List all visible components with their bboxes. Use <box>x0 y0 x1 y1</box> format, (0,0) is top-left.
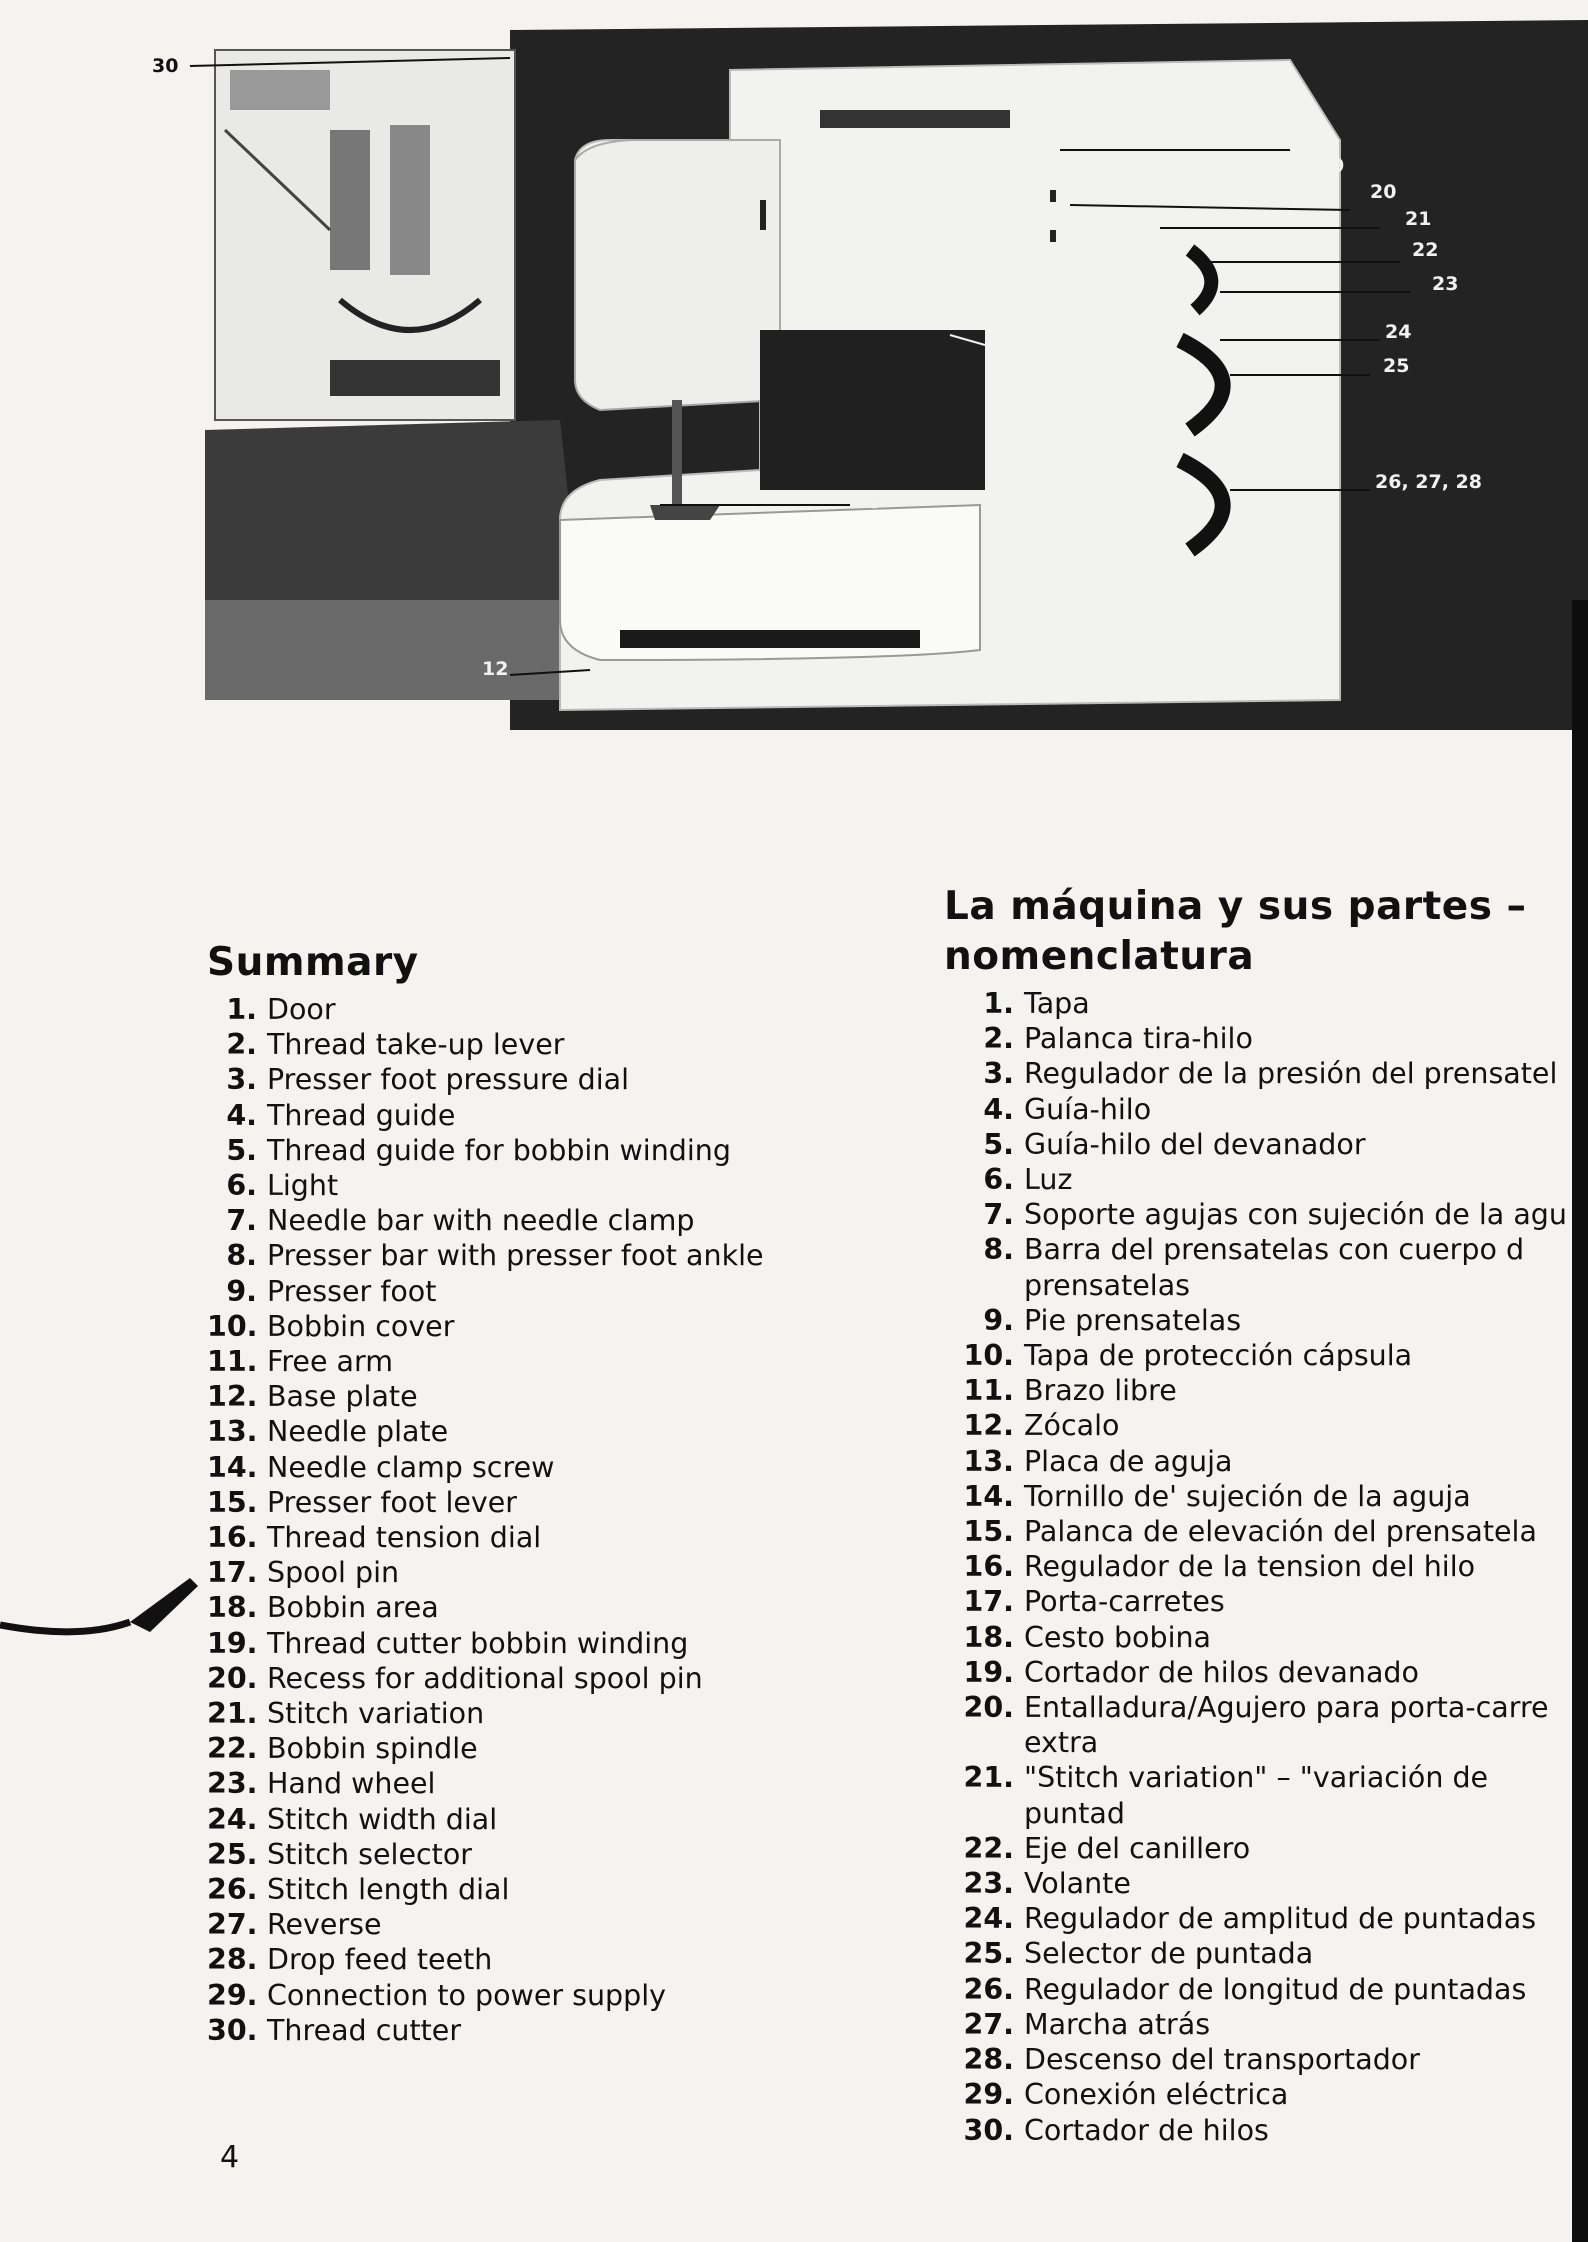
sewing-machine-illustration <box>0 0 1588 760</box>
item-label: Volante <box>1024 1867 1131 1901</box>
list-item <box>944 1127 1588 1162</box>
item-number: 1. <box>983 987 1014 1020</box>
item-number: 10. <box>207 1309 258 1343</box>
item-label: Reverse <box>267 1908 382 1942</box>
list-item <box>207 1907 847 1942</box>
summary-list <box>207 992 847 2048</box>
page-number: 4 <box>220 2140 240 2175</box>
list-item <box>207 1731 847 1766</box>
item-label: Connection to power supply <box>267 1978 667 2012</box>
item-label: Hand wheel <box>267 1767 436 1801</box>
item-label: Presser foot <box>267 1274 437 1308</box>
item-number: 26. <box>963 1972 1014 2006</box>
list-item <box>207 1344 847 1379</box>
item-label: Spool pin <box>267 1556 400 1590</box>
item-number: 15. <box>963 1515 1014 1549</box>
item-number: 17. <box>963 1585 1014 1619</box>
item-number: 21. <box>207 1697 258 1731</box>
item-number: 2. <box>983 1022 1014 1056</box>
item-number: 1. <box>226 993 257 1026</box>
item-label: Entalladura/Agujero para porta-carre extra <box>1024 1691 1549 1760</box>
list-item <box>944 1444 1588 1479</box>
arm-opening <box>760 330 985 490</box>
summary-title: Summary <box>207 940 419 985</box>
item-label: Tapa <box>1024 987 1090 1020</box>
item-label: Palanca tira-hilo <box>1024 1022 1253 1056</box>
item-label: Thread guide <box>267 1098 456 1132</box>
item-number: 8. <box>226 1239 257 1273</box>
item-label: Regulador de amplitud de puntadas <box>1024 1902 1537 1936</box>
nomenclatura-title-line1: La máquina y sus partes – <box>944 884 1527 929</box>
item-number: 14. <box>207 1450 258 1484</box>
item-label: Soporte agujas con sujeción de la agu <box>1024 1198 1567 1232</box>
list-item <box>944 2077 1588 2112</box>
list-item <box>207 1450 847 1485</box>
callout-21: 21 <box>1405 208 1432 230</box>
item-label: Recess for additional spool pin <box>267 1661 703 1695</box>
item-number: 7. <box>226 1204 257 1238</box>
callout-30: 30 <box>152 55 179 77</box>
item-label: Presser foot pressure dial <box>267 1063 630 1097</box>
callout-26-27-28: 26, 27, 28 <box>1375 471 1482 493</box>
item-number: 20. <box>207 1661 258 1695</box>
item-label: Palanca de elevación del prensatela <box>1024 1515 1537 1549</box>
list-item <box>944 1972 1588 2007</box>
item-label: Tapa de protección cápsula <box>1024 1339 1413 1373</box>
list-item <box>207 1414 847 1449</box>
list-item <box>944 1479 1588 1514</box>
item-label: Stitch width dial <box>267 1802 498 1836</box>
list-item <box>944 2113 1588 2148</box>
list-item <box>207 1661 847 1696</box>
item-number: 9. <box>226 1274 257 1308</box>
list-item <box>207 1062 847 1097</box>
item-number: 17. <box>207 1556 258 1590</box>
list-item <box>944 1549 1588 1584</box>
item-label: Cortador de hilos <box>1024 2113 1269 2147</box>
list-item <box>207 1485 847 1520</box>
item-number: 12. <box>963 1409 1014 1443</box>
item-label: Bobbin cover <box>267 1309 455 1343</box>
list-item <box>944 1021 1588 1056</box>
list-item <box>207 1168 847 1203</box>
callout-23: 23 <box>1432 273 1459 295</box>
item-label: Thread cutter bobbin winding <box>267 1626 689 1660</box>
list-item <box>207 1837 847 1872</box>
item-label: Barra del prensatelas con cuerpo d prensatelas <box>1024 1233 1525 1302</box>
item-label: Placa de aguja <box>1024 1444 1233 1478</box>
item-label: Bobbin spindle <box>267 1732 478 1766</box>
list-item <box>207 1520 847 1555</box>
item-number: 3. <box>983 1057 1014 1091</box>
item-number: 9. <box>983 1303 1014 1337</box>
item-number: 16. <box>963 1550 1014 1584</box>
item-number: 12. <box>207 1380 258 1414</box>
item-number: 5. <box>983 1127 1014 1161</box>
item-number: 28. <box>963 2043 1014 2077</box>
item-label: Marcha atrás <box>1024 2007 1211 2041</box>
item-number: 4. <box>983 1092 1014 1126</box>
item-label: Thread guide for bobbin winding <box>267 1133 731 1167</box>
item-number: 13. <box>207 1415 258 1449</box>
item-label: Presser foot lever <box>267 1485 518 1519</box>
item-label: Needle bar with needle clamp <box>267 1204 695 1238</box>
callout-25: 25 <box>1383 355 1410 377</box>
item-label: Regulador de longitud de puntadas <box>1024 1972 1527 2006</box>
item-label: Pie prensatelas <box>1024 1303 1242 1337</box>
callout-22: 22 <box>1412 239 1439 261</box>
list-item <box>207 1872 847 1907</box>
list-item <box>944 1584 1588 1619</box>
item-number: 6. <box>983 1163 1014 1197</box>
item-label: Free arm <box>267 1345 393 1379</box>
item-number: 7. <box>983 1198 1014 1232</box>
callout-12: 12 <box>482 658 509 680</box>
item-number: 23. <box>207 1767 258 1801</box>
handle-slot <box>820 110 1010 128</box>
item-number: 6. <box>226 1169 257 1203</box>
item-label: Door <box>267 993 336 1026</box>
item-number: 16. <box>207 1521 258 1555</box>
item-label: Needle clamp screw <box>267 1450 555 1484</box>
list-item <box>944 986 1588 1021</box>
list-item <box>944 1866 1588 1901</box>
item-number: 5. <box>226 1133 257 1167</box>
item-label: Thread cutter <box>267 2013 462 2047</box>
nomenclatura-title-line2: nomenclatura <box>944 934 1255 979</box>
item-number: 20. <box>963 1691 1014 1725</box>
list-item <box>944 1514 1588 1549</box>
item-number: 13. <box>963 1444 1014 1478</box>
item-number: 22. <box>963 1831 1014 1865</box>
item-number: 21. <box>963 1761 1014 1795</box>
item-number: 2. <box>226 1028 257 1062</box>
list-item <box>944 1408 1588 1443</box>
nomenclatura-list <box>944 986 1588 2148</box>
item-label: Zócalo <box>1024 1409 1120 1443</box>
item-number: 4. <box>226 1098 257 1132</box>
item-number: 27. <box>963 2007 1014 2041</box>
item-label: Porta-carretes <box>1024 1585 1225 1619</box>
list-item <box>207 1978 847 2013</box>
item-label: Regulador de la tension del hilo <box>1024 1550 1476 1584</box>
callout-24: 24 <box>1385 321 1412 343</box>
list-item <box>207 1555 847 1590</box>
list-item <box>944 1338 1588 1373</box>
item-number: 11. <box>963 1374 1014 1408</box>
item-number: 25. <box>207 1837 258 1871</box>
item-label: Guía-hilo <box>1024 1092 1152 1126</box>
list-item <box>944 1056 1588 1091</box>
list-item <box>207 1133 847 1168</box>
item-number: 8. <box>983 1233 1014 1267</box>
list-item <box>207 992 847 1027</box>
list-item <box>207 1590 847 1625</box>
pen-icon <box>0 1560 210 1660</box>
list-item <box>207 1098 847 1133</box>
list-item <box>944 1901 1588 1936</box>
item-label: Thread tension dial <box>267 1521 542 1555</box>
item-label: Stitch length dial <box>267 1873 510 1907</box>
item-label: Cortador de hilos devanado <box>1024 1655 1419 1689</box>
callout-19: 19 <box>1318 155 1345 177</box>
nomenclatura-column <box>944 882 1588 2148</box>
list-item <box>944 1197 1588 1232</box>
list-item <box>207 1626 847 1661</box>
item-number: 24. <box>207 1802 258 1836</box>
list-item <box>944 1620 1588 1655</box>
item-number: 18. <box>963 1620 1014 1654</box>
list-item <box>944 1162 1588 1197</box>
list-item <box>207 2013 847 2048</box>
list-item <box>944 2007 1588 2042</box>
list-item <box>944 1760 1588 1830</box>
item-number: 14. <box>963 1479 1014 1513</box>
item-number: 23. <box>963 1867 1014 1901</box>
item-number: 28. <box>207 1943 258 1977</box>
list-item <box>207 1274 847 1309</box>
item-number: 24. <box>963 1902 1014 1936</box>
item-label: Conexión eléctrica <box>1024 2078 1289 2112</box>
item-number: 11. <box>207 1345 258 1379</box>
item-number: 15. <box>207 1485 258 1519</box>
callout-13: 13 <box>855 491 882 513</box>
item-label: Selector de puntada <box>1024 1937 1314 1971</box>
list-item <box>944 1373 1588 1408</box>
list-item <box>207 1802 847 1837</box>
list-item <box>944 1831 1588 1866</box>
item-label: Thread take-up lever <box>267 1028 565 1062</box>
item-label: Stitch variation <box>267 1697 485 1731</box>
item-number: 25. <box>963 1937 1014 1971</box>
list-item <box>207 1696 847 1731</box>
item-number: 29. <box>963 2078 1014 2112</box>
item-number: 19. <box>963 1655 1014 1689</box>
item-number: 10. <box>963 1339 1014 1373</box>
item-number: 29. <box>207 1978 258 2012</box>
list-item <box>944 2042 1588 2077</box>
list-item <box>207 1203 847 1238</box>
list-item <box>207 1238 847 1273</box>
list-item <box>207 1027 847 1062</box>
item-label: Descenso del transportador <box>1024 2043 1420 2077</box>
item-label: Cesto bobina <box>1024 1620 1212 1654</box>
item-number: 30. <box>207 2013 258 2047</box>
item-number: 18. <box>207 1591 258 1625</box>
item-number: 22. <box>207 1732 258 1766</box>
item-label: Guía-hilo del devanador <box>1024 1127 1366 1161</box>
item-label: Brazo libre <box>1024 1374 1177 1408</box>
item-number: 30. <box>963 2113 1014 2147</box>
summary-column <box>207 938 847 2048</box>
item-label: Tornillo de' sujeción de la aguja <box>1024 1479 1471 1513</box>
item-label: Drop feed teeth <box>267 1943 493 1977</box>
item-label: Base plate <box>267 1380 418 1414</box>
item-label: Stitch selector <box>267 1837 472 1871</box>
list-item <box>944 1232 1588 1302</box>
item-label: Presser bar with presser foot ankle <box>267 1239 764 1273</box>
list-item <box>944 1655 1588 1690</box>
item-label: Eje del canillero <box>1024 1831 1251 1865</box>
list-item <box>207 1379 847 1414</box>
item-label: Needle plate <box>267 1415 449 1449</box>
callout-20: 20 <box>1370 181 1397 203</box>
list-item <box>944 1092 1588 1127</box>
item-number: 19. <box>207 1626 258 1660</box>
item-label: Light <box>267 1169 339 1203</box>
item-label: Regulador de la presión del prensatel <box>1024 1057 1558 1091</box>
list-item <box>207 1942 847 1977</box>
callout-18: 18 <box>990 350 1017 372</box>
item-number: 3. <box>226 1063 257 1097</box>
item-label: "Stitch variation" – "variación de puntad <box>1024 1761 1489 1830</box>
item-number: 27. <box>207 1908 258 1942</box>
item-label: Luz <box>1024 1163 1073 1197</box>
list-item <box>207 1766 847 1801</box>
list-item <box>944 1303 1588 1338</box>
sewing-machine-figure <box>0 0 1588 760</box>
item-number: 26. <box>207 1873 258 1907</box>
item-label: Bobbin area <box>267 1591 439 1625</box>
list-item <box>944 1690 1588 1760</box>
list-item <box>207 1309 847 1344</box>
list-item <box>944 1936 1588 1971</box>
